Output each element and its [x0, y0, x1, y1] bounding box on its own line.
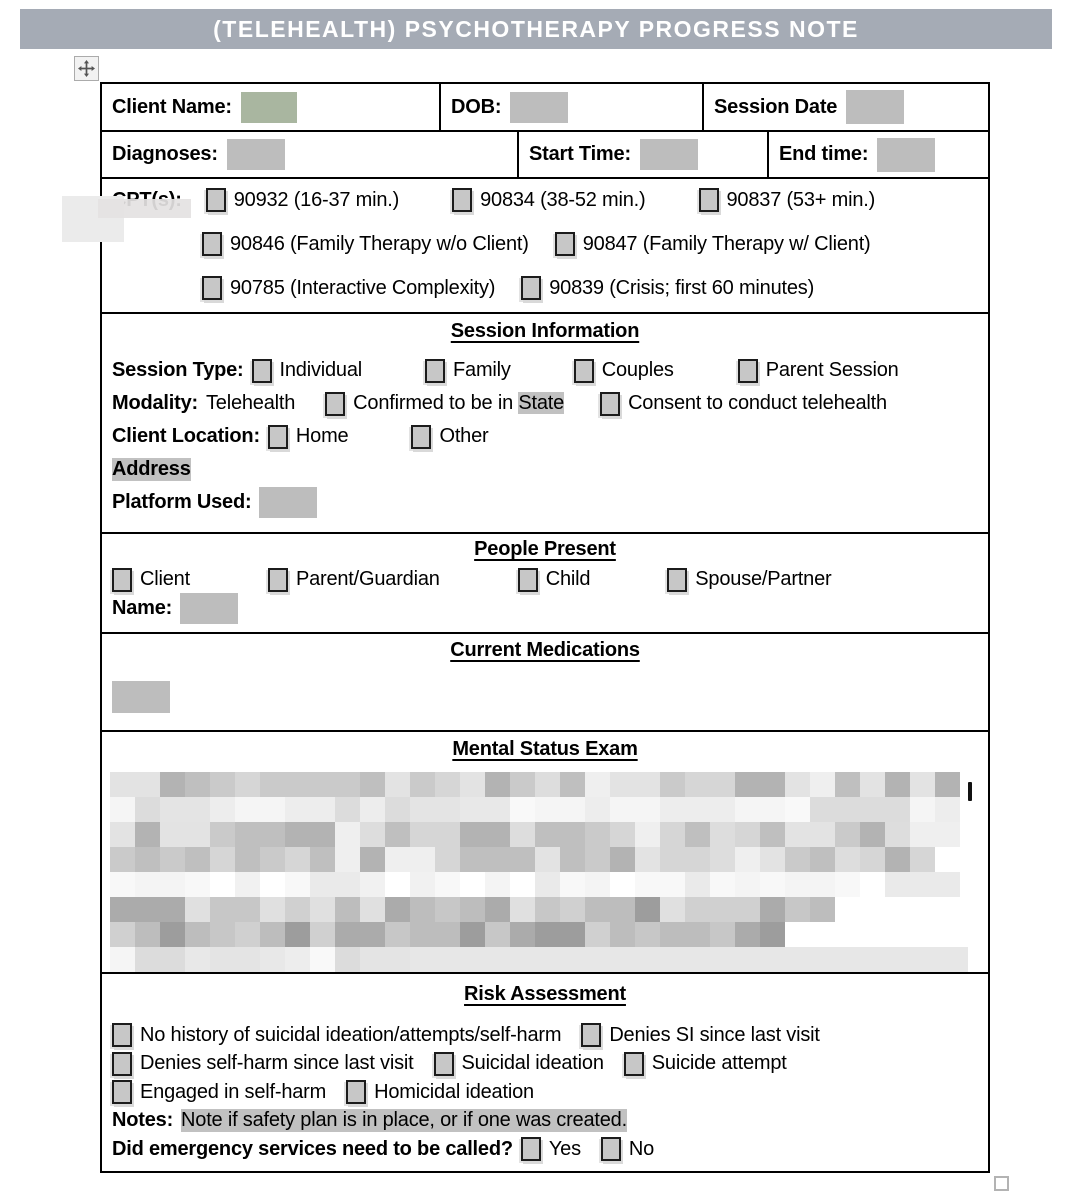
diagnoses-label: Diagnoses:	[112, 143, 218, 165]
denies-self-harm-checkbox[interactable]	[112, 1052, 132, 1076]
homicidal-ideation-label: Homicidal ideation	[374, 1080, 534, 1103]
session-information-heading: Session Information	[450, 320, 640, 342]
client-checkbox[interactable]	[112, 568, 132, 592]
mosaic-row	[110, 897, 968, 922]
cpt-90834-label: 90834 (38-52 min.)	[480, 188, 646, 211]
mosaic-row	[110, 772, 968, 797]
cell-diagnoses	[102, 132, 517, 177]
denies-si-label: Denies SI since last visit	[609, 1023, 820, 1046]
table-resize-handle[interactable]	[994, 1176, 1009, 1191]
cpt-90847-label: 90847 (Family Therapy w/ Client)	[582, 232, 871, 255]
text-cursor-mark	[968, 782, 972, 801]
engaged-self-harm-checkbox[interactable]	[112, 1080, 132, 1104]
emergency-services-label: Did emergency services need to be called?	[112, 1137, 513, 1160]
engaged-self-harm-label: Engaged in self-harm	[140, 1080, 327, 1103]
progress-note-table	[100, 82, 990, 1173]
session-type-couples	[574, 359, 674, 383]
engaged-self-harm-option	[112, 1080, 326, 1104]
cpt-option-90785	[202, 276, 495, 300]
cpt-90846-label: 90846 (Family Therapy w/o Client)	[230, 232, 529, 255]
confirmed-state-label: Confirmed to be in State	[353, 392, 565, 414]
cpt-90834-checkbox[interactable]	[452, 188, 472, 212]
end-time-value-redacted[interactable]	[877, 138, 935, 172]
medications-content-line	[102, 680, 988, 713]
row-people-present	[102, 532, 988, 632]
row-cpt-codes	[102, 177, 988, 312]
denies-si-checkbox[interactable]	[581, 1023, 601, 1047]
cpt-90932-checkbox[interactable]	[206, 188, 226, 212]
dob-label: DOB:	[451, 95, 502, 118]
couples-checkbox[interactable]	[574, 359, 594, 383]
individual-label: Individual	[279, 359, 363, 381]
cpt-option-90839	[521, 276, 814, 300]
mosaic-row	[110, 922, 968, 947]
suicide-attempt-checkbox[interactable]	[624, 1052, 644, 1076]
table-move-handle[interactable]	[74, 56, 99, 81]
client-name-label: Client Name:	[112, 95, 232, 118]
row-diagnoses-times	[102, 130, 988, 177]
emergency-services-line	[102, 1135, 988, 1164]
location-home-option	[268, 425, 349, 449]
no-history-si-option	[112, 1023, 561, 1047]
diagnoses-value-redacted[interactable]	[227, 139, 285, 170]
denies-si-option	[581, 1023, 819, 1047]
row-risk-assessment	[102, 972, 988, 1174]
no-history-si-checkbox[interactable]	[112, 1023, 132, 1047]
notes-label: Notes:	[112, 1109, 174, 1132]
spouse-partner-label: Spouse/Partner	[695, 568, 832, 590]
home-label: Home	[295, 425, 349, 447]
parent-session-checkbox[interactable]	[738, 359, 758, 383]
homicidal-ideation-option	[346, 1080, 534, 1104]
couples-label: Couples	[601, 359, 674, 381]
cell-end-time	[767, 132, 988, 177]
session-type-family	[425, 359, 511, 383]
modality-value: Telehealth	[205, 392, 296, 414]
suicidal-ideation-label: Suicidal ideation	[461, 1052, 604, 1075]
homicidal-ideation-checkbox[interactable]	[346, 1080, 366, 1104]
address-label: Address	[112, 458, 191, 480]
cpt-90785-label: 90785 (Interactive Complexity)	[230, 276, 496, 299]
mosaic-row	[110, 947, 968, 972]
cell-dob	[439, 84, 702, 130]
client-location-line	[102, 420, 988, 453]
medications-value-redacted[interactable]	[112, 681, 170, 713]
people-client-option	[112, 568, 190, 592]
emergency-yes-checkbox[interactable]	[521, 1137, 541, 1161]
no-history-si-label: No history of suicidal ideation/attempts/self-harm	[140, 1023, 562, 1046]
risk-line-2	[102, 1050, 988, 1079]
start-time-label: Start Time:	[529, 143, 631, 165]
cpt-90839-label: 90839 (Crisis; first 60 minutes)	[549, 276, 815, 299]
platform-used-label: Platform Used:	[112, 491, 252, 513]
end-time-label: End time:	[779, 143, 869, 165]
parent-guardian-label: Parent/Guardian	[295, 568, 440, 590]
cpt-90847-checkbox[interactable]	[555, 232, 575, 256]
people-name-label: Name:	[112, 597, 173, 619]
modality-line	[102, 387, 988, 420]
cpt-option-90846	[202, 232, 529, 256]
modality-label: Modality:	[112, 392, 198, 414]
other-checkbox[interactable]	[411, 425, 431, 449]
session-date-label: Session Date	[714, 95, 838, 118]
mental-status-redacted-mosaic	[110, 772, 968, 972]
suicide-attempt-option	[624, 1052, 787, 1076]
suicide-attempt-label: Suicide attempt	[651, 1052, 787, 1075]
emergency-no-checkbox[interactable]	[601, 1137, 621, 1161]
cpt-90837-checkbox[interactable]	[699, 188, 719, 212]
platform-line	[102, 486, 988, 519]
address-line	[102, 453, 988, 486]
platform-value-redacted[interactable]	[259, 487, 317, 518]
child-label: Child	[545, 568, 591, 590]
risk-line-1	[102, 1021, 988, 1050]
people-parent-guardian-option	[268, 568, 440, 592]
confirmed-state-checkbox[interactable]	[325, 392, 345, 416]
cell-client-name	[102, 84, 439, 130]
cpt-option-90847	[555, 232, 871, 256]
client-label: Client	[140, 568, 190, 590]
row-current-medications	[102, 632, 988, 730]
move-cross-icon	[78, 60, 95, 77]
location-other-option	[411, 425, 488, 449]
client-name-value-redacted[interactable]	[241, 92, 297, 123]
session-type-parent-session	[738, 359, 899, 383]
spouse-partner-checkbox[interactable]	[667, 568, 687, 592]
cpt-90932-label: 90932 (16-37 min.)	[233, 188, 400, 211]
emergency-no-label: No	[628, 1137, 655, 1160]
mosaic-row	[110, 847, 968, 872]
cell-start-time	[517, 132, 767, 177]
cell-session-date	[702, 84, 988, 130]
cpt-line-3	[202, 273, 988, 303]
consent-checkbox[interactable]	[600, 392, 620, 416]
document-title: (TELEHEALTH) PSYCHOTHERAPY PROGRESS NOTE	[213, 15, 859, 42]
mosaic-row	[110, 822, 968, 847]
people-name-value-redacted[interactable]	[180, 593, 238, 624]
dob-value-redacted[interactable]	[510, 92, 568, 123]
emergency-yes-label: Yes	[548, 1137, 581, 1160]
denies-self-harm-option	[112, 1052, 414, 1076]
cpt-option-90834	[452, 188, 645, 212]
cpt-90846-checkbox[interactable]	[202, 232, 222, 256]
row-mental-status-exam	[102, 730, 988, 972]
document-title-banner	[20, 9, 1052, 49]
cpt-90837-label: 90837 (53+ min.)	[726, 188, 876, 211]
row-session-information	[102, 312, 988, 532]
notes-highlighted-text: Note if safety plan is in place, or if one was created.	[181, 1109, 627, 1132]
risk-assessment-heading: Risk Assessment	[464, 983, 626, 1005]
session-date-value-redacted[interactable]	[846, 90, 904, 124]
mosaic-row	[110, 797, 968, 822]
row-client-identity	[102, 84, 988, 130]
redaction-blob	[98, 199, 191, 218]
current-medications-heading: Current Medications	[450, 639, 640, 661]
child-checkbox[interactable]	[518, 568, 538, 592]
suicidal-ideation-option	[434, 1052, 604, 1076]
session-type-individual	[252, 359, 363, 383]
parent-session-label: Parent Session	[765, 359, 899, 381]
risk-notes-line	[102, 1107, 988, 1136]
confirmed-in-state-option	[325, 392, 564, 416]
emergency-yes-option	[521, 1137, 581, 1161]
mosaic-row	[110, 872, 968, 897]
session-type-label: Session Type:	[112, 359, 244, 381]
client-location-label: Client Location:	[112, 425, 260, 447]
cpt-line-1	[112, 185, 988, 215]
parent-guardian-checkbox[interactable]	[268, 568, 288, 592]
suicidal-ideation-checkbox[interactable]	[434, 1052, 454, 1076]
people-spouse-partner-option	[667, 568, 831, 592]
people-present-heading: People Present	[474, 538, 616, 560]
people-name-line	[102, 592, 988, 625]
session-type-line	[102, 354, 988, 387]
start-time-value-redacted[interactable]	[640, 139, 698, 170]
cpt-option-90837	[699, 188, 876, 212]
state-highlighted: State	[518, 392, 565, 414]
cpt-option-90932	[206, 188, 399, 212]
family-label: Family	[453, 359, 511, 381]
cpt-90785-checkbox[interactable]	[202, 276, 222, 300]
consent-label: Consent to conduct telehealth	[628, 392, 887, 414]
emergency-no-option	[601, 1137, 654, 1161]
family-checkbox[interactable]	[425, 359, 445, 383]
cpt-90839-checkbox[interactable]	[521, 276, 541, 300]
individual-checkbox[interactable]	[252, 359, 272, 383]
home-checkbox[interactable]	[268, 425, 288, 449]
denies-self-harm-label: Denies self-harm since last visit	[140, 1052, 414, 1075]
other-label: Other	[439, 425, 489, 447]
mental-status-exam-heading: Mental Status Exam	[452, 738, 638, 760]
consent-telehealth-option	[600, 392, 887, 416]
cpt-line-2	[202, 229, 988, 259]
risk-line-3	[102, 1078, 988, 1107]
people-child-option	[518, 568, 591, 592]
